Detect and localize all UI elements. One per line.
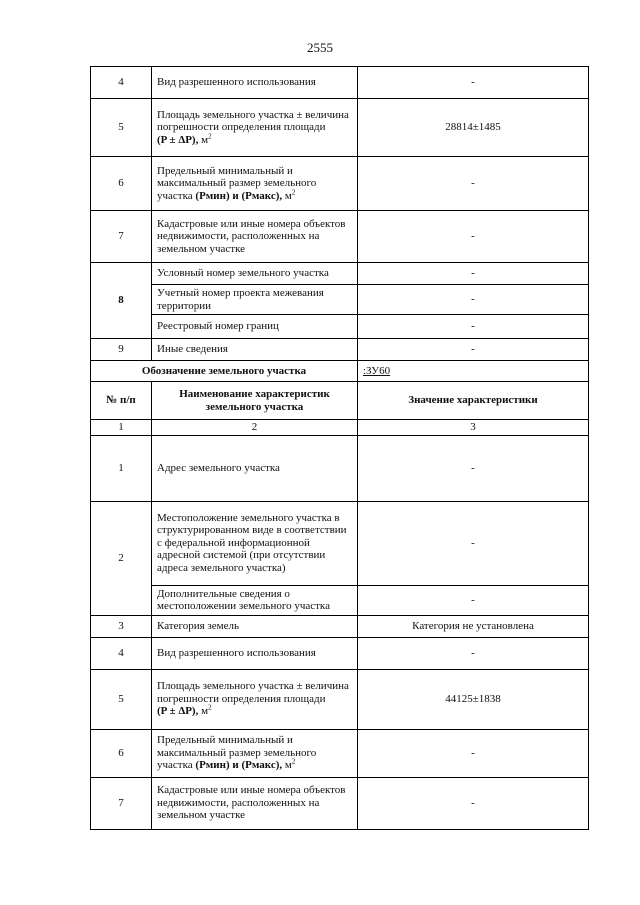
designation-row [91, 361, 589, 382]
characteristic-name: Кадастровые или иные номера объектов недвижимости, расположенных на земельном участке [152, 777, 358, 829]
row-number: 1 [91, 435, 152, 501]
characteristic-value: - [358, 637, 589, 669]
min-size-label: (Рмин) [195, 189, 230, 202]
table-row [91, 157, 589, 211]
characteristic-name: Предельный минимальный и максимальный размер земельного участка [157, 164, 317, 202]
characteristic-value: - [358, 157, 589, 211]
row-number: 6 [91, 729, 152, 777]
table-row [91, 263, 589, 285]
characteristic-value: - [358, 585, 589, 615]
land-plot-table [90, 66, 589, 830]
characteristic-name: Вид разрешенного использования [152, 637, 358, 669]
row-number: 7 [91, 777, 152, 829]
characteristic-name-cell [152, 157, 358, 211]
characteristic-value: 44125±1838 [358, 669, 589, 729]
row-number: 9 [91, 339, 152, 361]
row-number: 8 [91, 263, 152, 339]
unit-exponent: 2 [208, 703, 212, 712]
conjunction: и [232, 189, 239, 202]
characteristic-name: Предельный минимальный и максимальный размер земельного участка [157, 734, 317, 772]
row-number: 5 [91, 99, 152, 157]
unit: м [284, 189, 292, 202]
table-row [91, 637, 589, 669]
row-number: 4 [91, 67, 152, 99]
unit-exponent: 2 [291, 757, 296, 766]
characteristic-name: Условный номер земельного участка [152, 263, 358, 285]
row-number: 3 [91, 615, 152, 637]
unit-exponent: 2 [291, 188, 296, 197]
characteristic-name: Иные сведения [152, 339, 358, 361]
table-row [91, 669, 589, 729]
characteristic-value: - [358, 339, 589, 361]
index-row [91, 420, 589, 436]
characteristic-name: Реестровый номер границ [152, 315, 358, 339]
characteristic-value: - [358, 67, 589, 99]
characteristic-name: Дополнительные сведения о местоположении земельного участка [152, 585, 358, 615]
header-value: Значение характеристики [358, 382, 589, 420]
area-formula: (P ± ΔP), [157, 133, 199, 146]
index-cell: 3 [358, 420, 589, 436]
characteristic-name-cell [152, 729, 358, 777]
designation-cell [358, 361, 589, 382]
characteristic-name-cell [152, 669, 358, 729]
table-row [91, 729, 589, 777]
table-row [91, 99, 589, 157]
conjunction: и [232, 759, 239, 772]
characteristic-name: Категория земель [152, 615, 358, 637]
table-row [91, 285, 589, 315]
row-number: 4 [91, 637, 152, 669]
characteristic-name: Вид разрешенного использования [152, 67, 358, 99]
designation-value: :ЗУ60 [363, 364, 391, 377]
characteristic-name: Площадь земельного участка ± величина погрешности определения площади [157, 108, 349, 134]
characteristic-value: - [358, 315, 589, 339]
index-cell: 2 [152, 420, 358, 436]
characteristic-value: - [358, 777, 589, 829]
area-formula: (P ± ΔP), [157, 705, 199, 718]
characteristic-value: - [358, 729, 589, 777]
table-row [91, 339, 589, 361]
characteristic-name: Местоположение земельного участка в структурированном виде в соответствии с федеральной информационной адресной системой (при отсутствии адреса земельного участка) [152, 501, 358, 585]
header-row [91, 382, 589, 420]
characteristic-value: - [358, 211, 589, 263]
header-name: Наименование характеристик земельного участка [152, 382, 358, 420]
unit: м [284, 759, 292, 772]
table-row [91, 435, 589, 501]
characteristic-value: - [358, 501, 589, 585]
table-row [91, 501, 589, 585]
unit-exponent: 2 [208, 132, 212, 141]
row-number: 7 [91, 211, 152, 263]
unit: м [201, 705, 209, 718]
unit: м [201, 133, 209, 146]
characteristic-value: - [358, 263, 589, 285]
table-row [91, 615, 589, 637]
characteristic-name: Площадь земельного участка ± величина погрешности определения площади [157, 680, 349, 705]
characteristic-value: - [358, 285, 589, 315]
table-row [91, 211, 589, 263]
characteristic-value: 28814±1485 [358, 99, 589, 157]
characteristic-name: Адрес земельного участка [152, 435, 358, 501]
characteristic-value: - [358, 435, 589, 501]
row-number: 2 [91, 501, 152, 615]
characteristic-name: Кадастровые или иные номера объектов недвижимости, расположенных на земельном участке [152, 211, 358, 263]
designation-label: Обозначение земельного участка [91, 361, 358, 382]
characteristic-value: Категория не установлена [358, 615, 589, 637]
index-cell: 1 [91, 420, 152, 436]
max-size-label: (Рмакс), [241, 189, 283, 202]
row-number: 6 [91, 157, 152, 211]
min-size-label: (Рмин) [195, 759, 230, 772]
max-size-label: (Рмакс), [241, 759, 283, 772]
table-row [91, 585, 589, 615]
page-number: 2555 [307, 40, 333, 55]
table-row [91, 777, 589, 829]
header-number: № п/п [91, 382, 152, 420]
table-row [91, 67, 589, 99]
characteristic-name: Учетный номер проекта межевания территории [152, 285, 358, 315]
characteristic-name-cell [152, 99, 358, 157]
table-row [91, 315, 589, 339]
row-number: 5 [91, 669, 152, 729]
